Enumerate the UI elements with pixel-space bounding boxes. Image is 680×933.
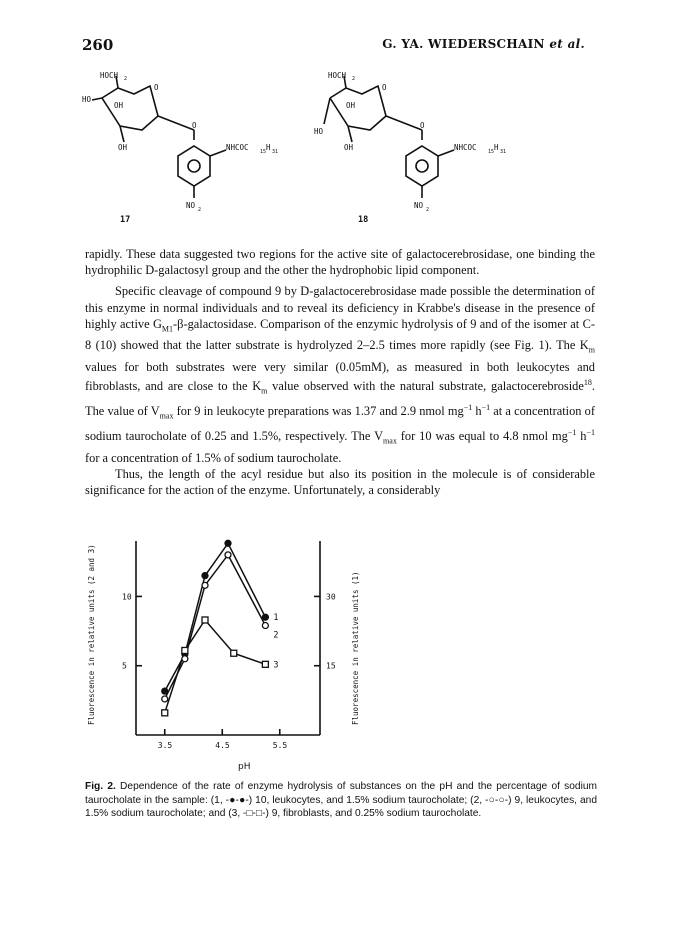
label-hoch2-17: HOCH: [100, 71, 119, 80]
label-o-bridge-18: O: [420, 121, 425, 130]
y-right-tick-label: 30: [326, 592, 336, 602]
y-right-tick-label: 15: [326, 661, 336, 671]
label-oh-17: OH: [118, 143, 128, 152]
svg-text:15: 15: [260, 149, 267, 155]
series-1-point: [202, 573, 208, 579]
y-axis-right-label: Fluorescence in relative units (1): [351, 571, 360, 725]
series-3-point: [162, 710, 168, 716]
y-axis-left-label: Fluorescence in relative units (2 and 3): [87, 544, 96, 725]
figure-2-chart: [80, 535, 410, 775]
series-2-label: 2: [273, 630, 279, 641]
series-3-point: [231, 650, 237, 656]
svg-text:15: 15: [488, 149, 495, 155]
label-oh-ring-17: OH: [114, 101, 124, 110]
series-2-point: [182, 656, 188, 662]
structure-label-17: 17: [120, 215, 131, 225]
series-3-label: 3: [273, 660, 279, 671]
caption-text: Dependence of the rate of enzyme hydrolysis of substances on the pH and the percentage of sodium taurocholate in the sample: (1, -●-●-) 10, leukocytes, and 1.5% sodium taurocholate; (2, -○-○-) 9, leukocytes, and 1.5% sodium taurocholate; and (3, -□-□-) 9, fibroblasts, and 0.25% sodium taurocholate.: [85, 781, 597, 819]
structure-18: [324, 76, 454, 198]
svg-text:2: 2: [352, 76, 356, 82]
series-1-point: [225, 540, 231, 546]
caption-label: Fig. 2.: [85, 781, 116, 792]
svg-text:H: H: [266, 143, 271, 152]
x-tick-label: 5.5: [272, 741, 288, 750]
label-oh-ring-18: OH: [346, 101, 356, 110]
series-2-point: [162, 696, 168, 702]
series-3-point: [182, 647, 188, 653]
label-o-bridge-17: O: [192, 121, 197, 130]
svg-text:2: 2: [426, 207, 430, 213]
x-axis-label: pH: [238, 762, 251, 772]
y-left-tick-label: 10: [122, 592, 132, 602]
page-number: 260: [82, 36, 114, 54]
series-3-line: [165, 620, 266, 713]
svg-text:2: 2: [124, 76, 128, 82]
svg-text:H: H: [494, 143, 499, 152]
body-text-upper: [85, 246, 595, 498]
running-head-author: G. YA. WIEDERSCHAIN: [382, 37, 545, 51]
structure-17: [92, 76, 226, 198]
running-head: [382, 37, 585, 51]
label-ho-18: HO: [314, 127, 324, 136]
label-ho-17: HO: [82, 95, 92, 104]
x-tick-label: 3.5: [157, 741, 173, 750]
paragraph-1: rapidly. These data suggested two regions for the active site of galactocerebrosidase, one binding the hydrophilic D-galactosyl group and the other the hydrophobic lipid component.: [85, 247, 595, 278]
series-1-point: [262, 614, 268, 620]
series-2-line: [165, 555, 266, 699]
label-o-ring-18: O: [382, 83, 387, 92]
figure-caption: [85, 780, 597, 821]
series-3-point: [262, 661, 268, 667]
svg-text:31: 31: [272, 149, 279, 155]
label-nhcoc-17: NHCOC: [226, 143, 249, 152]
series-3-point: [202, 617, 208, 623]
y-left-tick-label: 5: [122, 661, 127, 671]
series-2-point: [262, 623, 268, 629]
svg-text:31: 31: [500, 149, 507, 155]
label-no2-17: NO: [186, 201, 196, 210]
paragraph-3: Thus, the length of the acyl residue but also its position in the molecule is of considerable significance for the action of the enzyme. Unfortunately, a considerably: [85, 466, 595, 498]
x-tick-label: 4.5: [215, 741, 230, 750]
running-head-etal: et al.: [549, 37, 585, 51]
series-2-point: [202, 582, 208, 588]
chemical-structures: [80, 68, 600, 228]
structure-label-18: 18: [358, 215, 369, 225]
label-o-ring-17: O: [154, 83, 159, 92]
series-1-label: 1: [273, 613, 279, 624]
label-no2-18: NO: [414, 201, 424, 210]
series-2-point: [225, 552, 231, 558]
label-hoch2-18: HOCH: [328, 71, 347, 80]
series-1-point: [162, 688, 168, 694]
paragraph-2: Specific cleavage of compound 9 by D-galactocerebrosidase made possible the determination of this enzyme in normal individuals and to reveal its deficiency in Krabbe's disease in the presence of highly active $G_{M1}-\beta$-galactosidase. Comparison of the enzymic hydrolysis of 9 and of the isomer at C-8 (10) showed that the latter substrate is hydrolyzed 2–2.5 times more rapidly (see Fig. 1). The $K_m$ values for both substrates were very similar (0.05mM), as measured in both leukocytes and fibroblasts, and are close to the $K_m$ value observed with the natural substrate, galactocerebroside$^{18}$. The value of $V_{max}$ for 9 in leukocyte preparations was 1.37 and 2.9 nmol $mg^{-1}$ $h^{-1}$ at a concentration of sodium taurocholate of 0.25 and 1.5%, respectively. The $V_{max}$ for 10 was equal to 4.8 nmol $mg^{-1}$ $h^{-1}$ for a concentration of 1.5% of sodium taurocholate.: [85, 284, 595, 465]
label-oh-18: OH: [344, 143, 354, 152]
svg-text:2: 2: [198, 207, 202, 213]
label-nhcoc-18: NHCOC: [454, 143, 477, 152]
